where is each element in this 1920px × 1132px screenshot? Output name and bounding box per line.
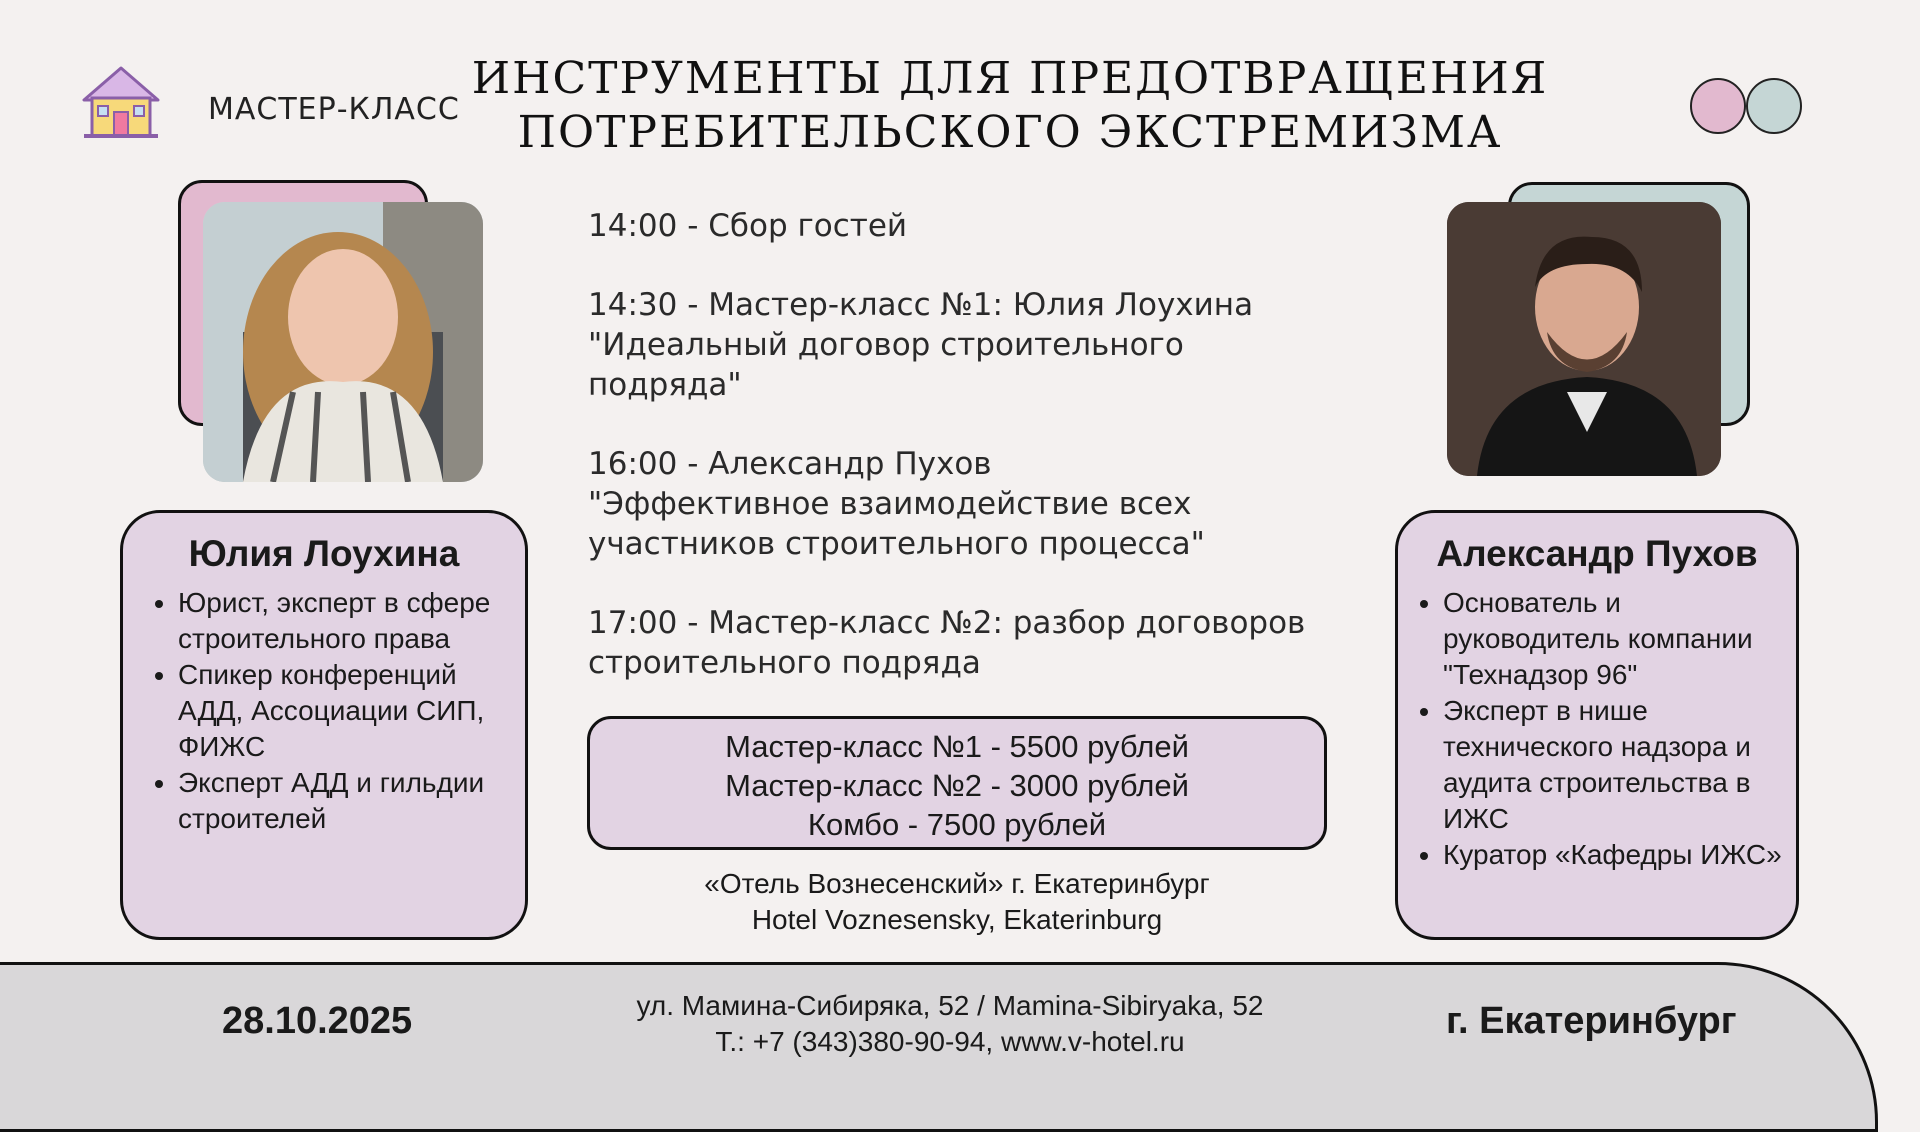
speaker-right-card (1395, 510, 1799, 940)
speaker-left-card (120, 510, 528, 940)
schedule-item-3 (588, 444, 1378, 564)
decor-circle-pink (1690, 78, 1746, 134)
schedule-line: подряда" (588, 367, 742, 403)
schedule-line: "Эффективное взаимодействие всех (588, 486, 1192, 522)
schedule-line: 17:00 - Мастер-класс №2: разбор договоров (588, 605, 1306, 641)
event-city: г. Екатеринбург (1446, 1000, 1737, 1042)
venue-line-1: «Отель Вознесенский» г. Екатеринбург (704, 868, 1210, 899)
schedule-line: 14:00 - Сбор гостей (588, 208, 908, 244)
schedule-item-2 (588, 285, 1378, 405)
list-item: • Основатель и руководитель компании "Технадзор 96" (1443, 585, 1786, 693)
speaker-right-name: Александр Пухов (1436, 533, 1758, 574)
schedule-item-4 (588, 603, 1378, 683)
list-item: • Эксперт АДД и гильдии строителей (178, 765, 515, 837)
price-line-2: Мастер-класс №2 - 3000 рублей (725, 768, 1189, 803)
speaker-left-photo (203, 202, 483, 482)
event-type-label: МАСТЕР-КЛАСС (208, 92, 460, 127)
footer-address (580, 988, 1320, 1060)
price-box (587, 716, 1327, 850)
schedule-line: участников строительного процесса" (588, 526, 1205, 562)
schedule-line: "Идеальный договор строительного (588, 327, 1184, 363)
schedule-line: строительного подряда (588, 645, 981, 681)
decor-circle-teal (1746, 78, 1802, 134)
list-item: • Юрист, эксперт в сфере строительного права (178, 585, 515, 657)
address-line: ул. Мамина-Сибиряка, 52 / Mamina-Sibiryaka, 52 (636, 990, 1264, 1021)
list-item: • Спикер конференций АДД, Ассоциации СИП, ФИЖС (178, 657, 515, 765)
speaker-left-name: Юлия Лоухина (188, 533, 460, 574)
speaker-left-bullets (123, 585, 525, 837)
schedule-item-1 (588, 206, 1378, 246)
list-item: • Куратор «Кафедры ИЖС» (1443, 837, 1786, 873)
contact-line: Т.: +7 (343)380-90-94, www.v-hotel.ru (715, 1026, 1185, 1057)
speaker-right-bullets (1398, 585, 1796, 873)
schedule-line: 14:30 - Мастер-класс №1: Юлия Лоухина (588, 287, 1254, 323)
schedule-line: 16:00 - Александр Пухов (588, 446, 992, 482)
schedule (588, 206, 1378, 722)
page-title (470, 52, 1550, 160)
price-line-1: Мастер-класс №1 - 5500 рублей (725, 729, 1189, 764)
venue (587, 866, 1327, 938)
title-line-2: ПОТРЕБИТЕЛЬСКОГО ЭКСТРЕМИЗМА (517, 107, 1503, 158)
speaker-right-photo (1447, 202, 1721, 476)
list-item: • Эксперт в нише технического надзора и аудита строительства в ИЖС (1443, 693, 1786, 837)
title-line-1: ИНСТРУМЕНТЫ ДЛЯ ПРЕДОТВРАЩЕНИЯ (471, 53, 1549, 104)
house-icon (80, 64, 162, 142)
price-line-3: Комбо - 7500 рублей (807, 807, 1107, 842)
event-date: 28.10.2025 (222, 1000, 413, 1042)
venue-line-2: Hotel Voznesensky, Ekaterinburg (751, 904, 1163, 935)
